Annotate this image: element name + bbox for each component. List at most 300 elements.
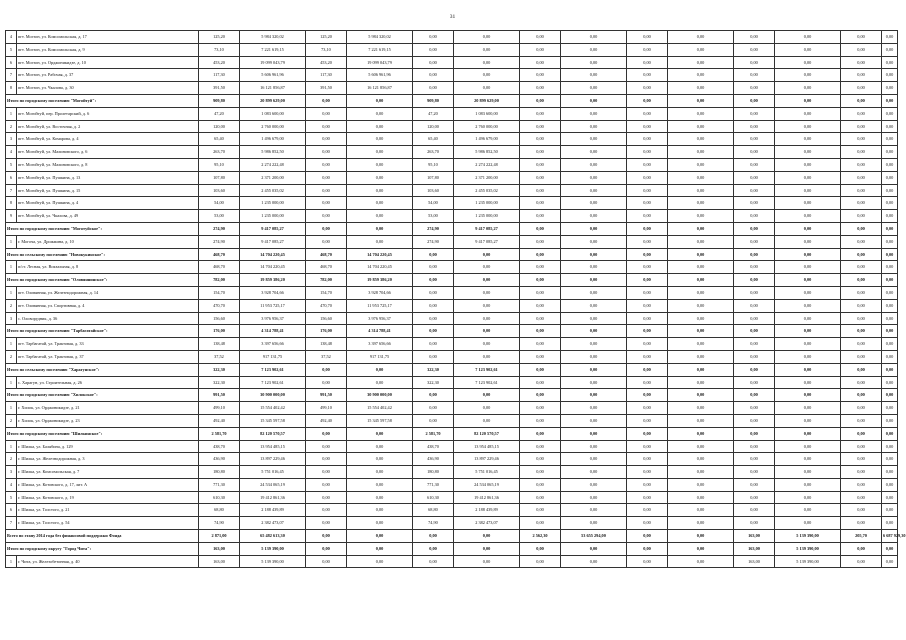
value-cell: 95,10	[413, 158, 454, 171]
value-cell: 0,00	[413, 43, 454, 56]
value-cell: 0,00	[520, 376, 561, 389]
value-cell: 2 455 035,02	[454, 184, 520, 197]
value-cell: 0,00	[841, 158, 882, 171]
value-cell: 0,00	[668, 466, 734, 479]
value-cell: 468,70	[306, 261, 347, 274]
row-number: 4	[6, 478, 17, 491]
value-cell: 0,00	[627, 338, 668, 351]
value-cell: 0,00	[561, 171, 627, 184]
table-row	[6, 555, 898, 568]
value-cell: 0,00	[520, 299, 561, 312]
value-cell: 0,00	[841, 171, 882, 184]
value-cell: 19 859 386,20	[347, 274, 413, 287]
value-cell: 322,30	[413, 376, 454, 389]
value-cell: 468,70	[199, 248, 240, 261]
value-cell: 0,00	[627, 478, 668, 491]
value-cell: 0,00	[882, 197, 898, 210]
value-cell: 5 139 390,00	[775, 542, 841, 555]
value-cell: 2 382 473,07	[240, 517, 306, 530]
row-number: 2	[6, 299, 17, 312]
value-cell: 468,70	[306, 248, 347, 261]
value-cell: 470,70	[199, 299, 240, 312]
value-cell: 1 496 679,00	[454, 133, 520, 146]
value-cell: 0,00	[668, 478, 734, 491]
value-cell: 0,00	[520, 210, 561, 223]
value-cell: 0,00	[520, 69, 561, 82]
value-cell: 0,00	[882, 171, 898, 184]
value-cell: 16 121 856,87	[240, 82, 306, 95]
value-cell: 0,00	[882, 146, 898, 159]
value-cell: 15 345 597,58	[240, 414, 306, 427]
value-cell: 0,00	[668, 184, 734, 197]
value-cell: 65,40	[413, 133, 454, 146]
value-cell: 492,40	[306, 414, 347, 427]
value-cell: 0,00	[775, 312, 841, 325]
value-cell: 0,00	[454, 312, 520, 325]
value-cell: 0,00	[775, 286, 841, 299]
value-cell: 19 859 386,20	[240, 274, 306, 287]
value-cell: 0,00	[306, 491, 347, 504]
value-cell: 468,70	[199, 261, 240, 274]
value-cell: 499,10	[199, 402, 240, 415]
value-cell: 0,00	[841, 376, 882, 389]
value-cell: 0,00	[668, 248, 734, 261]
row-number: 2	[6, 414, 17, 427]
value-cell: 11 953 725,17	[240, 299, 306, 312]
value-cell: 0,00	[627, 466, 668, 479]
value-cell: 2 581,70	[199, 427, 240, 440]
value-cell: 0,00	[627, 555, 668, 568]
value-cell: 0,00	[882, 43, 898, 56]
value-cell: 5 606 961,96	[347, 69, 413, 82]
value-cell: 0,00	[668, 82, 734, 95]
value-cell: 0,00	[520, 197, 561, 210]
value-cell: 0,00	[734, 146, 775, 159]
value-cell: 0,00	[454, 286, 520, 299]
value-cell: 0,00	[520, 312, 561, 325]
value-cell: 0,00	[454, 82, 520, 95]
address-cell: пгт. Могзон, ул. Комсомольская, д. 9	[17, 43, 199, 56]
total-row	[6, 274, 898, 287]
value-cell: 0,00	[734, 478, 775, 491]
value-cell: 30 900 000,00	[240, 389, 306, 402]
row-number: 6	[6, 56, 17, 69]
value-cell: 120,00	[199, 120, 240, 133]
value-cell: 0,00	[306, 184, 347, 197]
value-cell: 0,00	[734, 210, 775, 223]
value-cell: 0,00	[734, 350, 775, 363]
value-cell: 163,00	[199, 542, 240, 555]
value-cell: 0,00	[668, 453, 734, 466]
value-cell: 0,00	[561, 440, 627, 453]
value-cell: 0,00	[306, 478, 347, 491]
value-cell: 0,00	[734, 69, 775, 82]
value-cell: 0,00	[454, 350, 520, 363]
value-cell: 0,00	[882, 325, 898, 338]
table-row	[6, 517, 898, 530]
value-cell: 0,00	[841, 222, 882, 235]
value-cell: 0,00	[668, 197, 734, 210]
value-cell: 0,00	[734, 517, 775, 530]
table-row	[6, 350, 898, 363]
table-row	[6, 299, 898, 312]
value-cell: 0,00	[454, 542, 520, 555]
value-cell: 0,00	[775, 171, 841, 184]
value-cell: 120,00	[413, 120, 454, 133]
address-cell: с. Харагун, ул. Строительная, д. 26	[17, 376, 199, 389]
value-cell: 7 123 902,61	[454, 363, 520, 376]
value-cell: 0,00	[734, 312, 775, 325]
table-row	[6, 440, 898, 453]
value-cell: 0,00	[520, 107, 561, 120]
value-cell: 0,00	[775, 402, 841, 415]
value-cell: 5 984 320,02	[347, 31, 413, 44]
value-cell: 0,00	[413, 402, 454, 415]
value-cell: 0,00	[775, 299, 841, 312]
value-cell: 0,00	[627, 414, 668, 427]
value-cell: 16 121 856,87	[347, 82, 413, 95]
value-cell: 0,00	[627, 222, 668, 235]
address-cell: пгт. Могзон, ул. Орджоникидзе, д. 10	[17, 56, 199, 69]
value-cell: 0,00	[775, 82, 841, 95]
value-cell: 0,00	[734, 94, 775, 107]
value-cell: 0,00	[841, 94, 882, 107]
total-row	[6, 542, 898, 555]
value-cell: 263,70	[413, 146, 454, 159]
row-number: 6	[6, 504, 17, 517]
value-cell: 0,00	[627, 82, 668, 95]
value-cell: 0,00	[882, 376, 898, 389]
value-cell: 0,00	[627, 94, 668, 107]
value-cell: 917 131,75	[240, 350, 306, 363]
row-number: 1	[6, 402, 17, 415]
value-cell: 0,00	[347, 491, 413, 504]
value-cell: 0,00	[347, 107, 413, 120]
value-cell: 3 928 704,66	[240, 286, 306, 299]
value-cell: 0,00	[520, 427, 561, 440]
row-number: 6	[6, 171, 17, 184]
value-cell: 0,00	[775, 261, 841, 274]
value-cell: 0,00	[841, 555, 882, 568]
value-cell: 0,00	[668, 261, 734, 274]
value-cell: 47,20	[413, 107, 454, 120]
row-number: 1	[6, 261, 17, 274]
value-cell: 107,80	[199, 171, 240, 184]
value-cell: 0,00	[627, 427, 668, 440]
value-cell: 3 976 956,37	[347, 312, 413, 325]
value-cell: 0,00	[520, 453, 561, 466]
table-row	[6, 146, 898, 159]
total-label: Итого по сельскому поселению "Харагунское":	[6, 363, 199, 376]
value-cell: 0,00	[561, 427, 627, 440]
value-cell: 0,00	[775, 376, 841, 389]
value-cell: 0,00	[882, 120, 898, 133]
value-cell: 2 455 035,02	[240, 184, 306, 197]
value-cell: 0,00	[561, 402, 627, 415]
value-cell: 0,00	[734, 286, 775, 299]
value-cell: 176,00	[199, 325, 240, 338]
value-cell: 0,00	[561, 94, 627, 107]
value-cell: 0,00	[413, 69, 454, 82]
value-cell: 0,00	[520, 338, 561, 351]
value-cell: 1 235 000,00	[240, 210, 306, 223]
value-cell: 0,00	[413, 261, 454, 274]
value-cell: 163,00	[734, 542, 775, 555]
value-cell: 0,00	[627, 286, 668, 299]
value-cell: 0,00	[668, 286, 734, 299]
value-cell: 9 417 085,27	[454, 222, 520, 235]
value-cell: 54,00	[199, 197, 240, 210]
total-row	[6, 248, 898, 261]
value-cell: 0,00	[668, 427, 734, 440]
table-row	[6, 414, 898, 427]
value-cell: 0,00	[841, 43, 882, 56]
value-cell: 0,00	[306, 222, 347, 235]
value-cell: 0,00	[561, 222, 627, 235]
value-cell: 0,00	[306, 210, 347, 223]
value-cell: 0,00	[775, 453, 841, 466]
value-cell: 0,00	[882, 82, 898, 95]
value-cell: 0,00	[306, 146, 347, 159]
value-cell: 5 139 390,00	[240, 542, 306, 555]
value-cell: 0,00	[668, 133, 734, 146]
value-cell: 0,00	[306, 235, 347, 248]
value-cell: 0,00	[413, 312, 454, 325]
value-cell: 0,00	[775, 158, 841, 171]
value-cell: 274,90	[199, 222, 240, 235]
value-cell: 0,00	[347, 504, 413, 517]
value-cell: 322,30	[199, 363, 240, 376]
value-cell: 156,60	[306, 312, 347, 325]
value-cell: 5 984 320,02	[240, 31, 306, 44]
value-cell: 991,50	[199, 389, 240, 402]
value-cell: 2 760 000,00	[454, 120, 520, 133]
value-cell: 0,00	[347, 235, 413, 248]
table-row	[6, 376, 898, 389]
total-label: Итого по городскому поселению "Моготуйское":	[6, 222, 199, 235]
value-cell: 0,00	[882, 542, 898, 555]
value-cell: 0,00	[520, 31, 561, 44]
value-cell: 0,00	[734, 56, 775, 69]
value-cell: 68,80	[199, 504, 240, 517]
address-cell: пгт. Могойтуй, ул. Пушкина, д. 4	[17, 197, 199, 210]
value-cell: 0,00	[668, 389, 734, 402]
value-cell: 0,00	[454, 248, 520, 261]
value-cell: 274,90	[413, 222, 454, 235]
value-cell: 0,00	[775, 478, 841, 491]
value-cell: 0,00	[520, 248, 561, 261]
value-cell: 0,00	[734, 427, 775, 440]
row-number: 2	[6, 453, 17, 466]
value-cell: 0,00	[454, 31, 520, 44]
table-row	[6, 133, 898, 146]
value-cell: 0,00	[734, 274, 775, 287]
row-number: 7	[6, 517, 17, 530]
value-cell: 0,00	[734, 133, 775, 146]
value-cell: 263,70	[199, 146, 240, 159]
value-cell: 4 314 788,41	[240, 325, 306, 338]
value-cell: 0,00	[454, 530, 520, 543]
value-cell: 0,00	[775, 120, 841, 133]
value-cell: 0,00	[841, 389, 882, 402]
total-label: Всего по этапу 2014 года без финансовой поддержки Фонда	[6, 530, 199, 543]
row-number: 7	[6, 69, 17, 82]
value-cell: 82 120 570,57	[240, 427, 306, 440]
value-cell: 0,00	[520, 440, 561, 453]
value-cell: 0,00	[775, 235, 841, 248]
value-cell: 0,00	[561, 555, 627, 568]
address-cell: пгт. Тарбагатай, ул. Трактовая, д. 37	[17, 350, 199, 363]
value-cell: 0,00	[734, 197, 775, 210]
value-cell: 0,00	[561, 210, 627, 223]
value-cell: 0,00	[454, 43, 520, 56]
total-label: Итого по городскому поселению "Могойтуй":	[6, 94, 199, 107]
value-cell: 0,00	[347, 146, 413, 159]
value-cell: 0,00	[841, 350, 882, 363]
row-number: 1	[6, 235, 17, 248]
total-row	[6, 427, 898, 440]
value-cell: 0,00	[841, 274, 882, 287]
row-number: 1	[6, 107, 17, 120]
value-cell: 1 235 000,00	[454, 210, 520, 223]
value-cell: 0,00	[347, 158, 413, 171]
value-cell: 0,00	[668, 517, 734, 530]
value-cell: 82 120 570,57	[454, 427, 520, 440]
value-cell: 0,00	[734, 184, 775, 197]
value-cell: 53,00	[199, 210, 240, 223]
value-cell: 0,00	[841, 184, 882, 197]
value-cell: 0,00	[413, 248, 454, 261]
value-cell: 13 897 229,46	[454, 453, 520, 466]
value-cell: 0,00	[882, 427, 898, 440]
value-cell: 909,80	[199, 94, 240, 107]
value-cell: 0,00	[561, 69, 627, 82]
value-cell: 0,00	[561, 299, 627, 312]
value-cell: 13 897 229,46	[240, 453, 306, 466]
value-cell: 0,00	[454, 414, 520, 427]
address-cell: с. Оловорудник, д. 36	[17, 312, 199, 325]
value-cell: 9 417 085,27	[240, 235, 306, 248]
value-cell: 0,00	[561, 542, 627, 555]
table-row	[6, 286, 898, 299]
total-row	[6, 222, 898, 235]
value-cell: 2 188 439,89	[454, 504, 520, 517]
address-cell: пгт. Могойтуй, ул. Пушкина, д. 13	[17, 171, 199, 184]
value-cell: 0,00	[627, 184, 668, 197]
value-cell: 0,00	[668, 542, 734, 555]
value-cell: 0,00	[668, 338, 734, 351]
value-cell: 0,00	[734, 235, 775, 248]
value-cell: 0,00	[347, 555, 413, 568]
value-cell: 7 123 902,61	[240, 363, 306, 376]
value-cell: 0,00	[734, 107, 775, 120]
value-cell: 0,00	[306, 133, 347, 146]
value-cell: 2 188 439,89	[240, 504, 306, 517]
value-cell: 0,00	[775, 146, 841, 159]
value-cell: 0,00	[520, 82, 561, 95]
value-cell: 917 131,75	[347, 350, 413, 363]
total-label: Итого по городскому поселению "Хилокское":	[6, 389, 199, 402]
value-cell: 125,20	[306, 31, 347, 44]
value-cell: 103,60	[413, 184, 454, 197]
value-cell: 0,00	[841, 363, 882, 376]
value-cell: 0,00	[627, 146, 668, 159]
value-cell: 274,90	[413, 235, 454, 248]
value-cell: 0,00	[668, 363, 734, 376]
table-row	[6, 43, 898, 56]
value-cell: 0,00	[882, 402, 898, 415]
value-cell: 0,00	[668, 158, 734, 171]
value-cell: 610,30	[199, 491, 240, 504]
value-cell: 205,70	[841, 530, 882, 543]
row-number: 9	[6, 210, 17, 223]
value-cell: 322,30	[199, 376, 240, 389]
value-cell: 0,00	[306, 171, 347, 184]
address-cell: г. Шилка, ул. Котовского, д. 19	[17, 491, 199, 504]
value-cell: 0,00	[347, 94, 413, 107]
value-cell: 0,00	[520, 222, 561, 235]
value-cell: 30 900 000,00	[347, 389, 413, 402]
value-cell: 6 687 929,30	[882, 530, 898, 543]
value-cell: 0,00	[841, 440, 882, 453]
value-cell: 0,00	[841, 69, 882, 82]
value-cell: 2 371 200,00	[240, 171, 306, 184]
value-cell: 0,00	[520, 414, 561, 427]
address-cell: пгт. Оловянная, ул. Спортивная, д. 4	[17, 299, 199, 312]
value-cell: 0,00	[841, 312, 882, 325]
value-cell: 0,00	[520, 120, 561, 133]
value-cell: 492,40	[199, 414, 240, 427]
value-cell: 0,00	[413, 389, 454, 402]
value-cell: 0,00	[347, 440, 413, 453]
value-cell: 274,90	[199, 235, 240, 248]
value-cell: 0,00	[347, 466, 413, 479]
value-cell: 0,00	[775, 363, 841, 376]
value-cell: 0,00	[413, 542, 454, 555]
value-cell: 0,00	[668, 440, 734, 453]
value-cell: 0,00	[454, 325, 520, 338]
value-cell: 0,00	[306, 376, 347, 389]
row-number: 4	[6, 31, 17, 44]
value-cell: 0,00	[775, 107, 841, 120]
value-cell: 0,00	[775, 274, 841, 287]
value-cell: 0,00	[734, 158, 775, 171]
value-cell: 0,00	[627, 389, 668, 402]
value-cell: 2 371 200,00	[454, 171, 520, 184]
value-cell: 0,00	[775, 427, 841, 440]
value-cell: 73,10	[306, 43, 347, 56]
value-cell: 0,00	[627, 274, 668, 287]
value-cell: 0,00	[520, 517, 561, 530]
value-cell: 0,00	[668, 530, 734, 543]
value-cell: 436,90	[199, 453, 240, 466]
value-cell: 0,00	[627, 107, 668, 120]
table-row	[6, 312, 898, 325]
value-cell: 0,00	[561, 491, 627, 504]
value-cell: 19 099 043,79	[240, 56, 306, 69]
value-cell: 0,00	[882, 94, 898, 107]
address-cell: г. Хилок, ул. Орджоникидзе, д. 21	[17, 402, 199, 415]
value-cell: 782,00	[306, 274, 347, 287]
value-cell: 0,00	[627, 325, 668, 338]
value-cell: 0,00	[627, 210, 668, 223]
address-cell: г. Чита, ул. Железобетонная, д. 40	[17, 555, 199, 568]
value-cell: 0,00	[668, 350, 734, 363]
value-cell: 0,00	[882, 107, 898, 120]
value-cell: 391,50	[306, 82, 347, 95]
value-cell: 0,00	[454, 389, 520, 402]
value-cell: 0,00	[775, 338, 841, 351]
